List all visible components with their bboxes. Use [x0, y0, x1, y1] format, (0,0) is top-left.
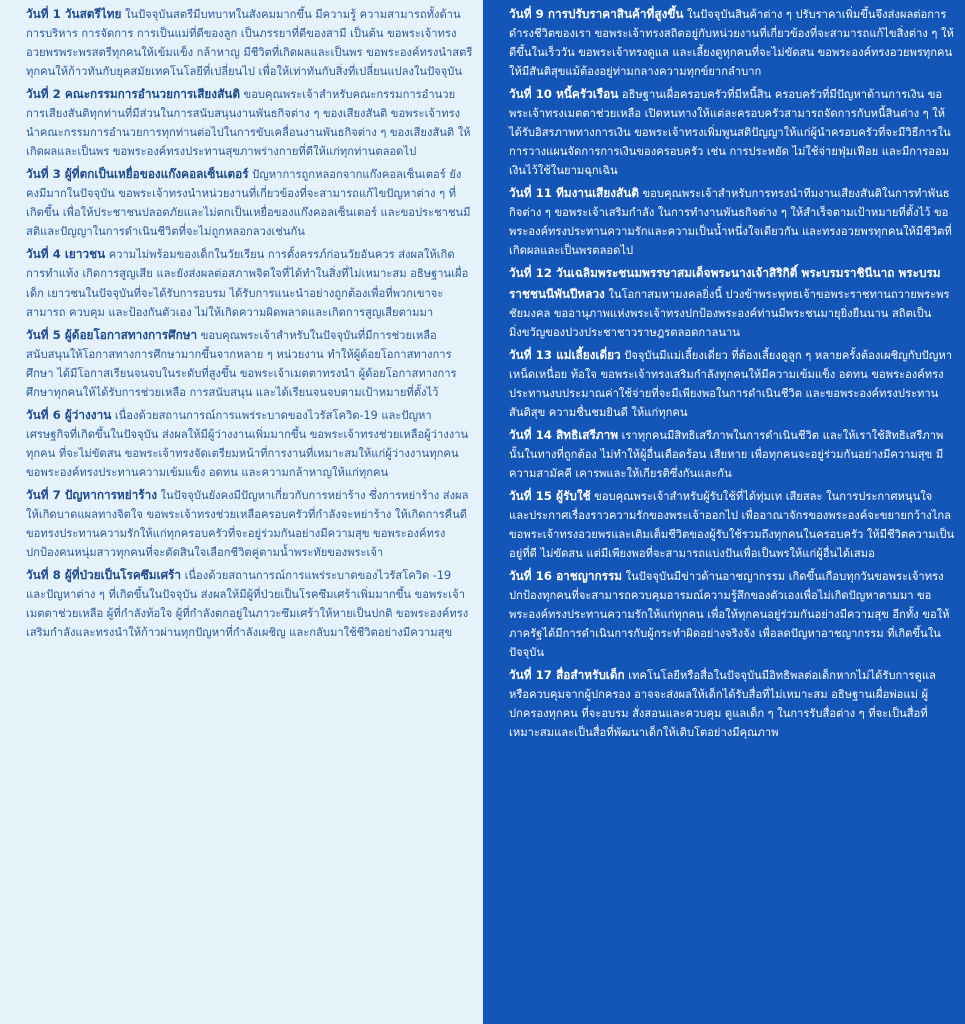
entry-title: วันที่ 9 การปรับราคาสินค้าที่สูงขึ้น [509, 7, 684, 21]
entry-body: ขอบคุณพระเจ้าสำหรับผู้รับใช้ที่ได้ทุ่มเท เสียสละ ในการประกาศหนุนใจ และประกาศเรื่องราวความรักของพระเจ้าออกไป เพื่ออาณาจักรของพระองค์จะขยายกว้างไกล ขอพระเจ้าทรงอวยพรและเติมเต็มชีวิตของผู้รับใช้รวมถึงทุกคนในครอบครัว ให้มีชีวิตความเป็นอยู่ที่ดี ไม่ขัดสน แต่มีเพียงพอที่จะสามารถแบ่งปันเพื่อเป็นพรให้แก่ผู้อื่นได้เสมอ [509, 489, 955, 560]
entry-title: วันที่ 12 วันเฉลิมพระชนมพรรษาสมเด็จพระนางเจ้าสิริกิติ์ พระบรมราชินีนาถ พระบรมราชชนนีพันปีหลวง [509, 266, 941, 301]
prayer-entry-day-8 [26, 565, 473, 642]
entry-body: อธิษฐานเผื่อครอบครัวที่มีหนี้สิน ครอบครัวที่มีปัญหาด้านการเงิน ขอพระเจ้าทรงเมตตาช่วยเหลือ เปิดหนทางให้แต่ละครอบครัวสามารถจัดการกับหนี้สินต่าง ๆ ให้ได้รับอิสรภาพทางการเงิน ขอพระเจ้าทรงเพิ่มพูนสติปัญญาให้แก่ผู้นำครอบครัวที่จะมีวิธีการในการวางแผนจัดการการเงินของครอบครัว เช่น การประหยัด ไม่ใช้จ่ายฟุ่มเฟือย และมีการออมเงินไว้ใช้ในยามฉุกเฉิน [509, 88, 951, 178]
entry-title: วันที่ 13 แม่เลี้ยงเดี่ยว [509, 347, 621, 362]
prayer-entry-day-3 [26, 164, 473, 241]
right-column [483, 0, 965, 1024]
entry-body: ขอบคุณพระเจ้าสำหรับคณะกรรมการอำนวยการเสียงสันติทุกท่านที่มีส่วนในการสนับสนุนงานพันธกิจต่าง ๆ ของเสียงสันติ ขอพระเจ้าทรงนำคณะกรรมการอำนวยการทุกท่านต่อไปในการขับเคลื่อนงานพันธกิจต่าง ๆ ของเสียงสันติ ให้เกิดผลและเป็นพร ขอพระองค์ทรงประทานสุขภาพร่างกายที่ดีให้แก่ทุกท่านตลอดไป [26, 88, 471, 159]
entry-title: วันที่ 6 ผู้ว่างงาน [26, 407, 112, 422]
entry-body: ขอบคุณพระเจ้าสำหรับในปัจจุบันที่มีการช่วยเหลือ สนับสนุนให้โอกาสทางการศึกษามากขึ้นจากหลาย ๆ หน่วยงาน ทำให้ผู้ด้อยโอกาสทางการศึกษา ได้มีโอกาสเรียนจนจบในระดับที่สูงขึ้น ขอพระเจ้าเมตตาทรงนำ ผู้ด้อยโอกาสทางการศึกษาทุกคนให้ได้รับการช่วยเหลือ การสนับสนุน และได้เรียนจนจบตามเป้าหมายที่ตั้งไว้ [26, 328, 457, 399]
prayer-entry-day-4 [26, 244, 473, 321]
entry-body: ในปัจจุบันสตรีมีบทบาทในสังคมมากขึ้น มีความรู้ ความสามารถทั้งด้านการบริหาร การจัดการ การเป็นแม่ที่ดีของลูก เป็นภรรยาที่ดีของสามี เป็นต้น ขอพระเจ้าทรงอวยพรพระพรสตรีทุกคนให้เข้มแข็ง กล้าหาญ มีชีวิตที่เกิดผลและเป็นพร ขอพระองค์ทรงนำสตรีทุกคนให้ก้าวทันกับยุคสมัยเทคโนโลยีที่เปลี่ยนไป เพื่อให้เท่าทันกับสิ่งที่เปลี่ยนแปลงในปัจจุบัน [26, 8, 473, 79]
entry-body: ในปัจจุบันสินค้าต่าง ๆ ปรับราคาเพิ่มขึ้นจึงส่งผลต่อการดำรงชีวิตของเรา ขอพระเจ้าทรงสถิตอยู่กับหน่วยงานที่เกี่ยวข้องที่จะสามารถแก้ไขสิ่งต่าง ๆ ให้ดีขึ้นในเร็ววัน ขอพระเจ้าทรงดูแล และเลี้ยงดูทุกคนที่จะไม่ขัดสน ขอพระองค์ทรงอวยพรทุกคนให้มีสันติสุขแม้ต้องอยู่ท่ามกลางความทุกข์ยากลำบาก [509, 8, 954, 79]
entry-title: วันที่ 10 หนี้ครัวเรือน [509, 87, 619, 102]
entry-title: วันที่ 5 ผู้ด้อยโอกาสทางการศึกษา [26, 327, 198, 342]
prayer-entry-day-12 [509, 263, 955, 341]
prayer-entry-day-6 [26, 405, 473, 482]
entry-title: วันที่ 2 คณะกรรมการอำนวยการเสียงสันติ [26, 87, 240, 102]
entry-body: ในโอกาสมหามงคลยิ่งนี้ ปวงข้าพระพุทธเจ้าขอพระราชทานถวายพระพรชัยมงคล ขออานุภาพแห่งพระเจ้าทรงปกป้องพระองค์ท่านมีพระชนมายุยิ่งยืนนาน สถิตเป็นมิ่งขวัญของปวงประชาชาวราษฎรตลอดกาลนาน [509, 287, 950, 339]
prayer-entry-day-14 [509, 425, 955, 483]
entry-title: วันที่ 8 ผู้ที่ป่วยเป็นโรคซึมเศร้า [26, 567, 182, 582]
entry-body: ปัจจุบันมีแม่เลี้ยงเดี่ยว ที่ต้องเลี้ยงดูลูก ๆ หลายครั้งต้องเผชิญกับปัญหา เหน็ดเหนื่อย ท้อใจ ขอพระเจ้าทรงเสริมกำลังทุกคนให้มีความเข้มแข็ง อดทน ขอพระองค์ทรงประทานงบประมาณค่าใช้จ่ายที่จะมีเพียงพอในการดำเนินชีวิต และขอพระองค์ทรงประทานสันติสุข ความชื่นชมยินดี ให้แก่ทุกคน [509, 348, 952, 419]
entry-title: วันที่ 17 สื่อสำหรับเด็ก [509, 668, 625, 683]
entry-body: ขอบคุณพระเจ้าสำหรับการทรงนำทีมงานเสียงสันติในการทำพันธกิจต่าง ๆ ขอพระเจ้าเสริมกำลัง ในการทำงานพันธกิจต่าง ๆ ให้สำเร็จตามเป้าหมายที่ตั้งไว้ ขอพระองค์ทรงประทานความรักและความเป็นน้ำหนึ่งใจเดียวกัน และทรงอวยพรทุกคนให้มีชีวิตที่เกิดผลและเป็นพรตลอดไป [509, 187, 952, 258]
prayer-entry-day-16 [509, 566, 955, 662]
prayer-entry-day-1 [26, 4, 473, 81]
entry-title: วันที่ 3 ผู้ที่ตกเป็นเหยื่อของแก๊งคอลเซ็นเตอร์ [26, 167, 249, 182]
entry-body: เราทุกคนมีสิทธิเสรีภาพในการดำเนินชีวิต และให้เราใช้สิทธิเสรีภาพนั้นในทางที่ถูกต้อง ไม่ทำให้ผู้อื่นเดือดร้อน เสียหาย เพื่อทุกคนจะอยู่ร่วมกันอย่างมีความสุข มีความสามัคคี เคารพและให้เกียรติซึ่งกันและกัน [509, 428, 944, 480]
entry-title: วันที่ 16 อาชญากรรม [509, 569, 623, 583]
prayer-entry-day-2 [26, 84, 473, 161]
entry-body: ความไม่พร้อมของเด็กในวัยเรียน การตั้งครรภ์ก่อนวัยอันควร ส่งผลให้เกิดการทำแท้ง เกิดการสูญเสีย และยังส่งผลต่อสภาพจิตใจที่ได้ทำในสิ่งที่ไม่เหมาะสม อธิษฐานเผื่อเด็ก เยาวชนในปัจจุบันที่จะได้รับการอบรม ได้รับการแนะนำอย่างถูกต้องเพื่อที่พวกเขาจะสามารถ ควบคุม และป้องกันตัวเอง ไม่ให้เกิดความผิดพลาดและเกิดการสูญเสียตามมา [26, 248, 469, 319]
entry-body: ในปัจจุบันยังคงมีปัญหาเกี่ยวกับการหย่าร้าง ซึ่งการหย่าร้าง ส่งผลให้เกิดบาดแผลทางจิตใจ ขอพระเจ้าทรงช่วยเหลือครอบครัวที่กำลังจะหย่าร้าง ให้เกิดการคืนดี ขอทรงประทานความรักให้แก่ทุกครอบครัวที่จะอยู่ร่วมกันอย่างมีความสุข ขอพระองค์ทรงปกป้องคนหนุ่มสาวทุกคนที่จะตัดสินใจเลือกชีวิตคู่ตามน้ำพระทัยของพระเจ้า [26, 488, 469, 559]
entry-body: เทคโนโลยีหรือสื่อในปัจจุบันมีอิทธิพลต่อเด็กหากไม่ได้รับการดูแลหรือควบคุมจากผู้ปกครอง อาจจะส่งผลให้เด็กได้รับสื่อที่ไม่เหมาะสม อธิษฐานเผื่อพ่อแม่ ผู้ปกครองทุกคน ที่จะอบรม สั่งสอนและควบคุม ดูแลเด็ก ๆ ในการรับสื่อต่าง ๆ ที่จะเป็นสื่อที่เหมาะสมและเป็นสื่อที่พัฒนาเด็กให้เติบโตอย่างมีคุณภาพ [509, 669, 936, 740]
prayer-entry-day-17 [509, 665, 955, 742]
entry-title: วันที่ 11 ทีมงานเสียงสันติ [509, 186, 639, 201]
entry-title: วันที่ 15 ผู้รับใช้ [509, 488, 591, 503]
entry-body: ในปัจจุบันมีข่าวด้านอาชญากรรม เกิดขึ้นเกือบทุกวันขอพระเจ้าทรงปกป้องทุกคนที่จะสามารถควบคุมอารมณ์ความรู้สึกของตัวเองเพื่อไม่เกิดปัญหาตามมา ขอพระองค์ทรงประทานความรักให้แก่ทุกคน เพื่อให้ทุกคนอยู่ร่วมกันอย่างมีความสุข อีกทั้ง ขอให้ภาครัฐได้มีการดำเนินการกับผู้กระทำผิดอย่างจริงจัง เพื่อลดปัญหาอาชญากรรม ที่เกิดขึ้นในปัจจุบัน [509, 570, 950, 660]
prayer-entry-day-11 [509, 183, 955, 260]
prayer-entry-day-5 [26, 325, 473, 402]
entry-title: วันที่ 7 ปัญหาการหย่าร้าง [26, 487, 157, 502]
entry-title: วันที่ 4 เยาวชน [26, 247, 106, 262]
entry-body: เนื่องด้วยสถานการณ์การแพร่ระบาดของไวรัสโควิด-19 และปัญหาเศรษฐกิจที่เกิดขึ้นในปัจจุบัน ส่งผลให้มีผู้ว่างงานเพิ่มมากขึ้น ขอพระเจ้าทรงช่วยเหลือผู้ว่างงานทุกคน ที่จะไม่ขัดสน ขอพระเจ้าทรงจัดเตรียมหน้าที่การงานที่เหมาะสมให้แก่ผู้ว่างงานทุกคน ขอพระองค์ทรงประทานความเข้มแข็ง อดทน และความกล้าหาญให้แก่ทุกคน [26, 408, 469, 479]
prayer-entry-day-7 [26, 485, 473, 562]
prayer-entry-day-15 [509, 486, 955, 563]
entry-title: วันที่ 14 สิทธิเสรีภาพ [509, 427, 619, 442]
prayer-entry-day-9 [509, 4, 955, 81]
entry-body: เนื่องด้วยสถานการณ์การแพร่ระบาดของไวรัสโควิด -19 และปัญหาต่าง ๆ ที่เกิดขึ้นในปัจจุบัน ส่งผลให้มีผู้ที่ป่วยเป็นโรคซึมเศร้าเพิ่มมากขึ้น ขอพระเจ้าเมตตาช่วยเหลือ ผู้ที่กำลังท้อใจ ผู้ที่กำลังตกอยู่ในภาวะซึมเศร้าให้หายเป็นปกติ ขอพระองค์ทรงเสริมกำลังและทรงนำให้ก้าวผ่านทุกปัญหาที่กำลังเผชิญ และกลับมาใช้ชีวิตอย่างมีความสุข [26, 568, 469, 640]
prayer-entry-day-10 [509, 84, 955, 180]
entry-title: วันที่ 1 วันสตรีไทย [26, 7, 122, 21]
entry-body: ปัญหาการถูกหลอกจากแก๊งคอลเซ็นเตอร์ ยังคงมีมากในปัจจุบัน ขอพระเจ้าทรงนำหน่วยงานที่เกี่ยวข้องที่จะสามารถแก้ไขปัญหาต่าง ๆ ที่เกิดขึ้น เพื่อให้ประชาชนปลอดภัยและไม่ตกเป็นเหยื่อของแก๊งคอลเซ็นเตอร์ และขอประชาชนมีสติและปัญญาในการดำเนินชีวิตที่จะไม่ถูกหลอกลวงเช่นกัน [26, 168, 471, 239]
prayer-entry-day-13 [509, 345, 955, 422]
